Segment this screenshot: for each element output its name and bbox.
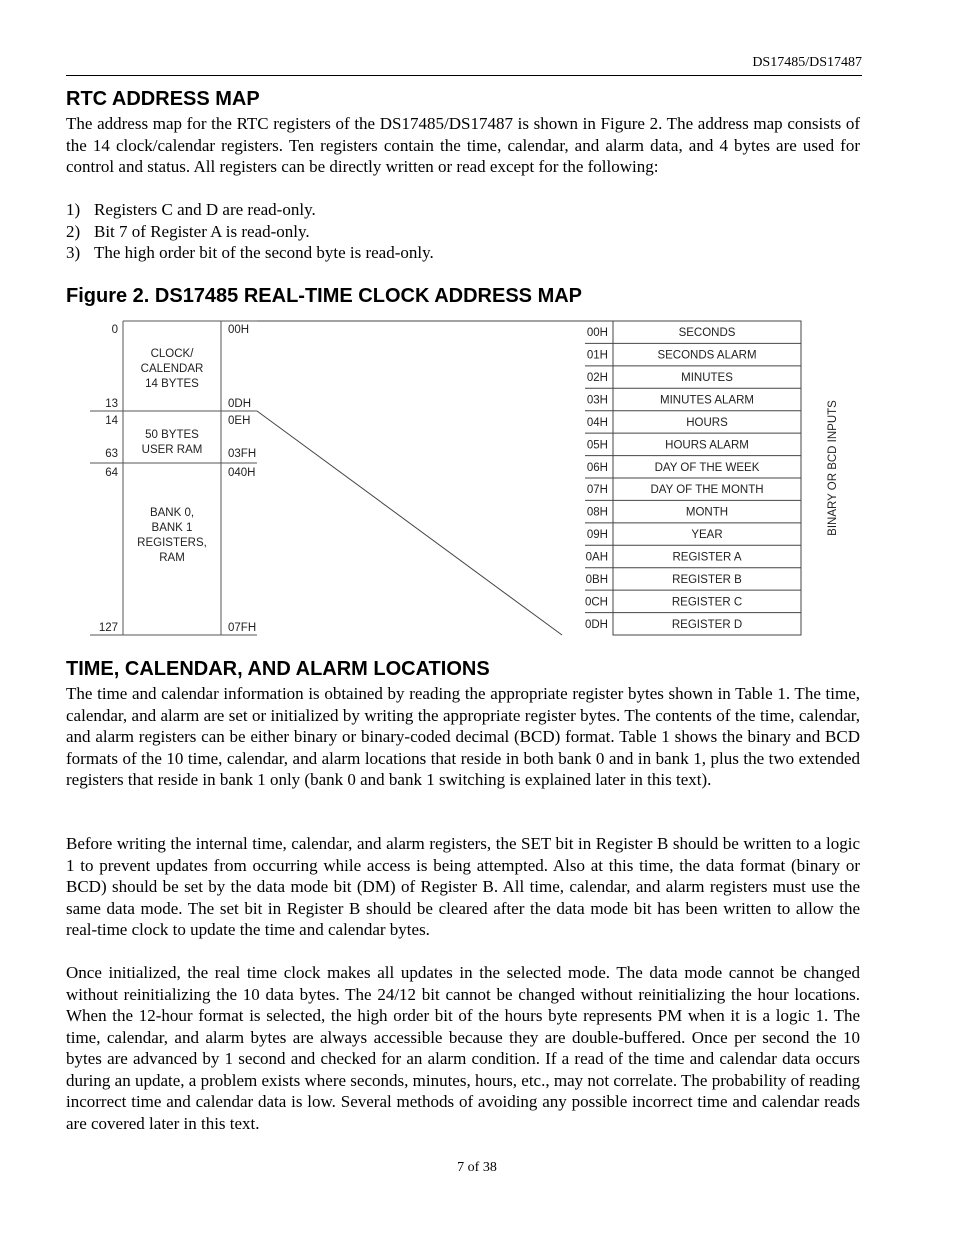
list-item-text: Registers C and D are read-only. bbox=[94, 200, 316, 219]
block-label-clock-calendar: CALENDAR bbox=[140, 363, 204, 375]
side-label-binary-bcd: BINARY OR BCD INPUTS bbox=[827, 400, 839, 536]
register-address: 01H bbox=[586, 349, 608, 362]
register-name: HOURS ALARM bbox=[665, 439, 749, 452]
block-label-user-ram: USER RAM bbox=[141, 444, 203, 456]
figure-caption: Figure 2. DS17485 REAL-TIME CLOCK ADDRESS MAP bbox=[66, 285, 583, 307]
register-name: MINUTES bbox=[681, 372, 733, 385]
block-label-clock-calendar: CLOCK/ bbox=[150, 348, 194, 360]
section-title-rtc-address-map: RTC ADDRESS MAP bbox=[66, 88, 260, 110]
register-name: REGISTER C bbox=[671, 596, 743, 609]
block-label-user-ram: 50 BYTES bbox=[145, 429, 199, 441]
register-address: 07H bbox=[586, 484, 608, 497]
list-item-number: 1) bbox=[66, 200, 81, 219]
list-item-text: The high order bit of the second byte is read-only. bbox=[94, 243, 434, 262]
block-label-bank-registers: RAM bbox=[159, 552, 185, 564]
register-address: 02H bbox=[586, 372, 608, 385]
register-name: SECONDS bbox=[678, 327, 736, 340]
register-name: REGISTER D bbox=[671, 618, 743, 631]
block-label-bank-registers: BANK 1 bbox=[151, 522, 193, 534]
section2-paragraph-1: The time and calendar information is obtained by reading the appropriate register bytes shown in Table 1. The time, calendar, and alarm are set or initialized by writing the appropriate register bytes. The contents of the time, calendar, and alarm registers can be either binary or binary-coded decimal (BCD) format. Table 1 shows the binary and BCD formats of the 10 time, calendar, and alarm locations that reside in both bank 0 and in bank 1, plus the two extended registers that reside in bank 1 only (bank 0 and bank 1 switching is explained later in this text). bbox=[66, 684, 860, 789]
address-hex: 0EH bbox=[228, 415, 251, 427]
register-name: DAY OF THE WEEK bbox=[654, 461, 760, 474]
address-decimal: 0 bbox=[111, 324, 118, 336]
register-name: YEAR bbox=[691, 529, 723, 542]
list-item bbox=[66, 221, 860, 243]
register-address: 05H bbox=[586, 439, 608, 452]
register-address: 00H bbox=[586, 327, 608, 340]
register-name: DAY OF THE MONTH bbox=[650, 484, 764, 497]
read-only-list bbox=[66, 199, 860, 264]
register-table bbox=[585, 321, 801, 635]
page-number: 7 of 38 bbox=[457, 1160, 497, 1175]
list-item-number: 2) bbox=[66, 221, 81, 241]
section-title-time-calendar-alarm: TIME, CALENDAR, AND ALARM LOCATIONS bbox=[66, 658, 490, 680]
register-name: REGISTER B bbox=[672, 573, 742, 586]
register-address: 0BH bbox=[585, 573, 608, 586]
address-decimal: 63 bbox=[105, 448, 118, 460]
address-hex: 07FH bbox=[228, 622, 257, 634]
address-decimal: 13 bbox=[105, 398, 118, 410]
list-item-text: Bit 7 of Register A is read-only. bbox=[94, 221, 310, 241]
register-address: 0CH bbox=[584, 596, 608, 609]
register-name: MINUTES ALARM bbox=[660, 394, 754, 407]
register-name: REGISTER A bbox=[672, 551, 742, 564]
register-address: 0DH bbox=[584, 618, 608, 631]
address-hex: 00H bbox=[228, 324, 250, 336]
list-item bbox=[66, 242, 860, 264]
list-item-number: 3) bbox=[66, 243, 81, 262]
address-decimal: 14 bbox=[105, 415, 118, 427]
register-name: SECONDS ALARM bbox=[657, 349, 757, 362]
address-decimal: 64 bbox=[105, 467, 118, 479]
address-hex: 0DH bbox=[228, 398, 252, 410]
register-name: HOURS bbox=[686, 416, 728, 429]
register-name: MONTH bbox=[685, 506, 729, 519]
register-address: 0AH bbox=[585, 551, 608, 564]
list-item bbox=[66, 199, 860, 221]
expansion-lines bbox=[257, 321, 613, 635]
section2-paragraph-3: Once initialized, the real time clock makes all updates in the selected mode. The data mode cannot be changed without reinitializing the 10 data bytes. The 24/12 bit cannot be changed without reinitializing the hour locations. When the 12-hour format is selected, the high order bit of the hours byte represents PM when it is a logic 1. The time, calendar, and alarm bytes are always accessible because they are double-buffered. Once per second the 10 bytes are advanced by 1 second and checked for an alarm condition. If a read of the time and calendar data occurs during an update, a problem exists where seconds, minutes, hours, etc., may not correlate. The probability of reading incorrect time and calendar data is low. Several methods of avoiding any possible incorrect time and calendar reads are covered later in this text. bbox=[66, 963, 860, 1133]
document-id: DS17485/DS17487 bbox=[752, 55, 862, 70]
address-decimal: 127 bbox=[98, 622, 118, 634]
register-address: 04H bbox=[586, 416, 608, 429]
register-address: 09H bbox=[586, 529, 608, 542]
address-map-figure bbox=[90, 318, 839, 640]
register-address: 03H bbox=[586, 394, 608, 407]
block-label-bank-registers: BANK 0, bbox=[149, 507, 195, 519]
header-rule bbox=[66, 75, 862, 76]
left-memory-map bbox=[90, 321, 257, 635]
address-hex: 03FH bbox=[228, 448, 257, 460]
register-address: 08H bbox=[586, 506, 608, 519]
section1-intro-paragraph: The address map for the RTC registers of the DS17485/DS17487 is shown in Figure 2. The address map consists of the 14 clock/calendar registers. Ten registers contain the time, calendar, and alarm data, and 4 bytes are used for control and status. All registers can be directly written or read except for the following: bbox=[66, 114, 860, 176]
block-label-clock-calendar: 14 BYTES bbox=[145, 378, 199, 390]
register-address: 06H bbox=[586, 461, 608, 474]
section2-paragraph-2: Before writing the internal time, calendar, and alarm registers, the SET bit in Register B should be written to a logic 1 to prevent updates from occurring while access is being attempted. Also at this time, the data format (binary or BCD) should be set by the data mode bit (DM) of Register B. All time, calendar, and alarm registers must use the same data mode. The set bit in Register B should be cleared after the data mode bit has been written to allow the real-time clock to update the time and calendar bytes. bbox=[66, 834, 860, 939]
address-hex: 040H bbox=[228, 467, 256, 479]
block-label-bank-registers: REGISTERS, bbox=[137, 537, 207, 549]
